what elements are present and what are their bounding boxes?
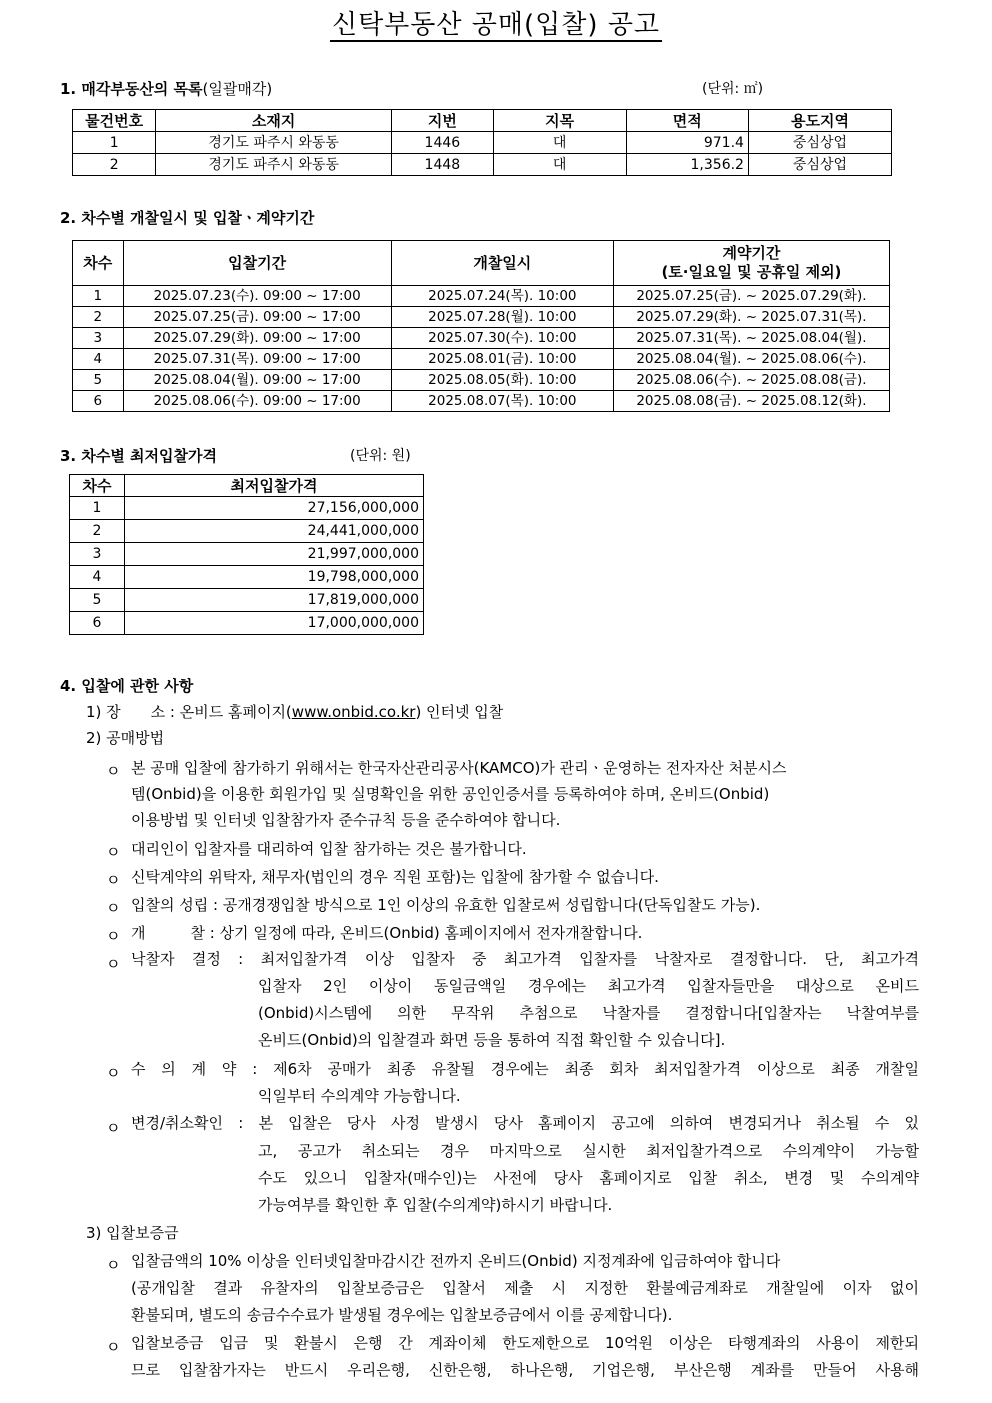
table-cell: 2025.08.07(목). 10:00 [391, 391, 613, 412]
text-line: 입찰의 성립 : 공개경쟁입찰 방식으로 1인 이상의 유효한 입찰로써 성립합니다(단독입찰도 가능). [131, 896, 761, 914]
col-header: 용도지역 [748, 110, 891, 132]
table-cell: 2025.07.25(금). 09:00 ~ 17:00 [123, 307, 391, 328]
text-line: 변경/취소확인 : 본 입찰은 당사 사정 발생시 당사 홈페이지 공고에 의하여 변경되거나 취소될 수 있 [131, 1114, 919, 1132]
section3-unit: (단위: 원) [350, 448, 411, 464]
table-cell: 2025.07.31(목). 09:00 ~ 17:00 [123, 349, 391, 370]
table-cell: 1 [70, 497, 125, 520]
text-line: 템(Onbid)을 이용한 회원가입 및 실명확인을 위한 공인인증서를 등록하여야 하며, 온비드(Onbid) [131, 785, 770, 803]
table-cell: 2025.08.01(금). 10:00 [391, 349, 613, 370]
col-header: 면적 [626, 110, 748, 132]
item-location: 1) 장 소 : 온비드 홈페이지(www.onbid.co.kr) 인터넷 입찰 [86, 703, 504, 721]
page-title: 신탁부동산 공매(입찰) 공고 [331, 10, 661, 40]
table-cell: 4 [73, 349, 124, 370]
section1-unit: (단위: ㎡) [702, 81, 764, 97]
table-cell: 4 [70, 566, 125, 589]
table-cell: 1 [73, 286, 124, 307]
text-line: (Onbid)시스템에 의한 무작위 추첨으로 낙찰자를 결정합니다[입찰자는 낙찰여부를 [258, 1004, 919, 1022]
table-cell: 6 [70, 612, 125, 635]
property-list-table [72, 109, 892, 176]
table-cell: 2 [73, 307, 124, 328]
table-cell: 2025.07.29(화). ~ 2025.07.31(목). [613, 307, 889, 328]
table-cell: 17,819,000,000 [125, 589, 424, 612]
table-cell: 3 [73, 328, 124, 349]
text-line: 므로 입찰참가자는 반드시 우리은행, 신한은행, 하나은행, 기업은행, 부산은행 계좌를 만들어 사용해 [131, 1361, 919, 1379]
text-line: 수 의 계 약 : 제6차 공매가 최종 유찰될 경우에는 최종 회차 최저입찰가격 이상으로 최종 개찰일 [131, 1060, 919, 1078]
bullet-marker: ㅇ [106, 1338, 121, 1356]
col-header: 소재지 [156, 110, 392, 132]
table-cell: 2025.07.23(수). 09:00 ~ 17:00 [123, 286, 391, 307]
text-line: 입찰보증금 입금 및 환불시 은행 간 계좌이체 한도제한으로 10억원 이상은 타행계좌의 사용이 제한되 [131, 1334, 919, 1352]
item-deposit: 3) 입찰보증금 [86, 1224, 179, 1242]
section2-heading: 2. 차수별 개찰일시 및 입찰ㆍ계약기간 [60, 209, 315, 227]
table-cell: 1446 [391, 132, 493, 154]
min-price-table [69, 474, 424, 635]
table-row [70, 543, 424, 566]
schedule-table [72, 240, 890, 412]
table-cell: 2025.07.30(수). 10:00 [391, 328, 613, 349]
table-cell: 5 [73, 370, 124, 391]
text-line: 환불되며, 별도의 송금수수료가 발생될 경우에는 입찰보증금에서 이를 공제합니다). [131, 1306, 673, 1324]
table-row [73, 132, 892, 154]
table-cell: 중심상업 [748, 154, 891, 176]
table-cell: 2025.08.04(월). 09:00 ~ 17:00 [123, 370, 391, 391]
table-cell: 24,441,000,000 [125, 520, 424, 543]
bullet-marker: ㅇ [106, 1119, 121, 1137]
text-line: 가능여부를 확인한 후 입찰(수의계약)하시기 바랍니다. [258, 1196, 613, 1214]
text-line: 익일부터 수의계약 가능합니다. [258, 1087, 461, 1105]
bullet-marker: ㅇ [106, 899, 121, 917]
table-cell: 2025.08.06(수). 09:00 ~ 17:00 [123, 391, 391, 412]
col-header: 입찰기간 [123, 241, 391, 286]
text-line: 입찰금액의 10% 이상을 인터넷입찰마감시간 전까지 온비드(Onbid) 지정계좌에 입금하여야 합니다 [131, 1252, 781, 1270]
bullet-marker: ㅇ [106, 871, 121, 889]
table-row [73, 307, 890, 328]
table-cell: 2025.08.04(월). ~ 2025.08.06(수). [613, 349, 889, 370]
text-line: 신탁계약의 위탁자, 채무자(법인의 경우 직원 포함)는 입찰에 참가할 수 없습니다. [131, 868, 659, 886]
text-line: 입찰자 2인 이상이 동일금액일 경우에는 최고가격 입찰자들만을 대상으로 온비드 [258, 977, 919, 995]
bullet-marker: ㅇ [106, 1256, 121, 1274]
table-cell: 27,156,000,000 [125, 497, 424, 520]
table-cell: 6 [73, 391, 124, 412]
section3-heading: 3. 차수별 최저입찰가격 [60, 447, 217, 465]
table-cell: 2025.07.29(화). 09:00 ~ 17:00 [123, 328, 391, 349]
col-header: 차수 [70, 475, 125, 497]
text-line: 온비드(Onbid)의 입찰결과 화면 등을 통하여 직접 확인할 수 있습니다]. [258, 1031, 726, 1049]
table-cell: 2025.08.08(금). ~ 2025.08.12(화). [613, 391, 889, 412]
table-cell: 2025.07.28(월). 10:00 [391, 307, 613, 328]
table-cell: 중심상업 [748, 132, 891, 154]
section4-heading: 4. 입찰에 관한 사항 [60, 677, 194, 695]
table-cell: 대 [493, 154, 626, 176]
table-cell: 5 [70, 589, 125, 612]
bullet-marker: ㅇ [106, 762, 121, 780]
text-line: 이용방법 및 인터넷 입찰참가자 준수규칙 등을 준수하여야 합니다. [131, 811, 561, 829]
bullet-marker: ㅇ [106, 1064, 121, 1082]
item-method: 2) 공매방법 [86, 729, 165, 747]
table-cell: 21,997,000,000 [125, 543, 424, 566]
table-cell: 대 [493, 132, 626, 154]
table-row [70, 497, 424, 520]
table-row [70, 589, 424, 612]
section1-heading: 1. 매각부동산의 목록(일괄매각) [60, 80, 273, 98]
table-row [73, 349, 890, 370]
text-line: 낙찰자 결정 : 최저입찰가격 이상 입찰자 중 최고가격 입찰자를 낙찰자로 결정합니다. 단, 최고가격 [131, 950, 919, 968]
table-cell: 경기도 파주시 와동동 [156, 154, 392, 176]
bullet-marker: ㅇ [106, 843, 121, 861]
table-row [73, 391, 890, 412]
col-header: 지목 [493, 110, 626, 132]
table-cell: 971.4 [626, 132, 748, 154]
table-cell: 19,798,000,000 [125, 566, 424, 589]
col-header: 개찰일시 [391, 241, 613, 286]
col-header: 차수 [73, 241, 124, 286]
text-line: 수도 있으니 입찰자(매수인)는 사전에 당사 홈페이지로 입찰 취소, 변경 및 수의계약 [258, 1169, 919, 1187]
table-cell: 2025.07.24(목). 10:00 [391, 286, 613, 307]
col-header: 물건번호 [73, 110, 156, 132]
table-cell: 1 [73, 132, 156, 154]
text-line: 대리인이 입찰자를 대리하여 입찰 참가하는 것은 불가합니다. [131, 840, 527, 858]
table-cell: 2025.08.06(수). ~ 2025.08.08(금). [613, 370, 889, 391]
table-row [70, 612, 424, 635]
table-row [73, 154, 892, 176]
table-cell: 2025.08.05(화). 10:00 [391, 370, 613, 391]
col-header: 계약기간 (토·일요일 및 공휴일 제외) [613, 241, 889, 286]
table-cell: 3 [70, 543, 125, 566]
table-row [73, 370, 890, 391]
table-cell: 경기도 파주시 와동동 [156, 132, 392, 154]
table-cell: 17,000,000,000 [125, 612, 424, 635]
text-line: 고, 공고가 취소되는 경우 마지막으로 실시한 최저입찰가격으로 수의계약이 가능할 [258, 1142, 919, 1160]
bullet-marker: ㅇ [106, 927, 121, 945]
table-row [70, 520, 424, 543]
onbid-link[interactable]: www.onbid.co.kr [291, 703, 416, 721]
table-cell: 1448 [391, 154, 493, 176]
table-cell: 1,356.2 [626, 154, 748, 176]
text-line: 본 공매 입찰에 참가하기 위해서는 한국자산관리공사(KAMCO)가 관리ㆍ운영하는 전자자산 처분시스 [131, 759, 787, 777]
table-cell: 2025.07.25(금). ~ 2025.07.29(화). [613, 286, 889, 307]
col-header: 지번 [391, 110, 493, 132]
table-cell: 2 [73, 154, 156, 176]
table-cell: 2 [70, 520, 125, 543]
text-line: 개 찰 : 상기 일정에 따라, 온비드(Onbid) 홈페이지에서 전자개찰합니다. [131, 924, 643, 942]
table-row [70, 566, 424, 589]
table-row [73, 286, 890, 307]
col-header: 최저입찰가격 [125, 475, 424, 497]
table-cell: 2025.07.31(목). ~ 2025.08.04(월). [613, 328, 889, 349]
table-row [73, 328, 890, 349]
bullet-marker: ㅇ [106, 955, 121, 973]
text-line: (공개입찰 결과 유찰자의 입찰보증금은 입찰서 제출 시 지정한 환불예금계좌로 개찰일에 이자 없이 [131, 1279, 919, 1297]
